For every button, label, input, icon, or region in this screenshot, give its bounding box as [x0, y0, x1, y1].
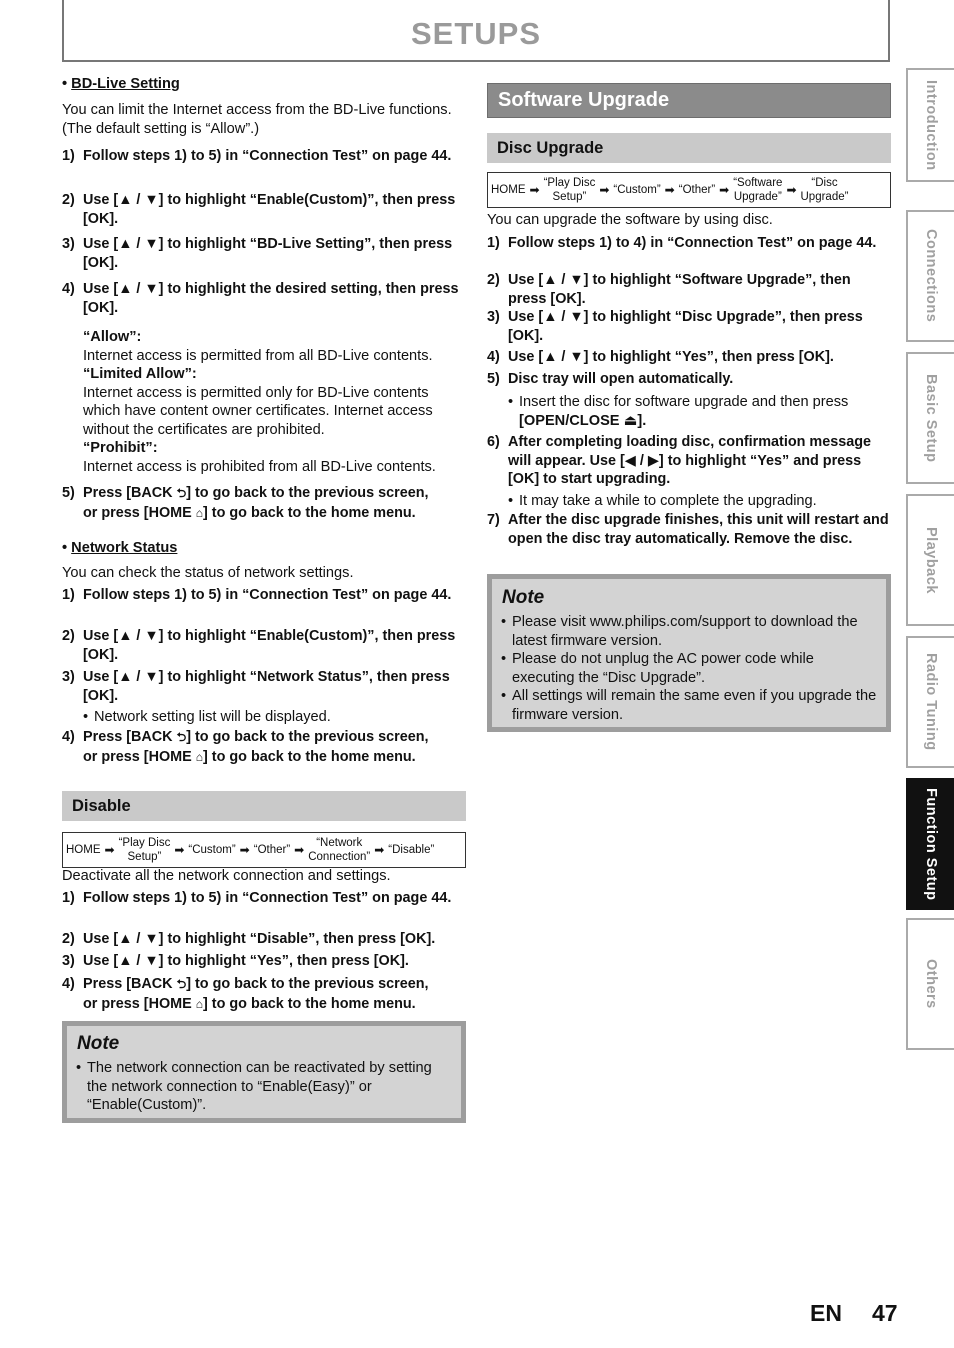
page-title-box: [62, 0, 890, 62]
arrow-icon: ➡: [374, 843, 385, 857]
back-icon: ⮌: [176, 486, 187, 500]
bdlive-intro: You can limit the Internet access from the BD-Live functions. (The default setting is “Allow”.): [62, 102, 452, 137]
note-title: Note: [502, 587, 545, 608]
tab-basic-setup[interactable]: Basic Setup: [906, 352, 954, 484]
arrow-icon: ➡: [239, 843, 250, 857]
page-title: SETUPS: [410, 16, 542, 51]
arrow-icon: ➡: [599, 183, 610, 197]
page-number: 47: [872, 1300, 898, 1326]
back-icon: ⮌: [176, 977, 187, 991]
language-label: EN: [810, 1300, 842, 1326]
tab-introduction[interactable]: Introduction: [906, 68, 954, 182]
disable-note: Note • The network connection can be reactivated by setting the network connection to “Enable(Easy)” or “Enable(Custom)”.: [62, 1021, 466, 1123]
option-allow-desc: Internet access is permitted from all BD-Live contents.: [83, 347, 433, 364]
disc-upgrade-menu-path: HOME ➡ “Play Disc Setup” ➡ “Custom” ➡ “Other” ➡ “Software Upgrade” ➡ “Disc Upgrade”: [487, 172, 891, 208]
bdlive-options: [83, 328, 468, 476]
arrow-icon: ➡: [174, 843, 185, 857]
arrow-icon: ➡: [294, 843, 305, 857]
home-icon: ⌂: [195, 506, 204, 520]
arrow-icon: ➡: [529, 183, 540, 197]
arrow-icon: ➡: [104, 843, 115, 857]
upgrade-note: Note • Please visit www.philips.com/support to download the latest firmware version. • Please do not unplug the AC power code while executing the “Disc Upgrade”. • All settings will remain the same even if you upgrade the firmware version.: [487, 574, 891, 732]
arrow-icon: ➡: [719, 183, 730, 197]
tab-connections[interactable]: Connections: [906, 210, 954, 342]
tab-radio-tuning[interactable]: Radio Tuning: [906, 636, 954, 768]
note-title: Note: [77, 1033, 120, 1054]
option-allow-label: “Allow”:: [83, 329, 142, 345]
option-prohibit-desc: Internet access is prohibited from all BD-Live contents.: [83, 458, 436, 475]
network-heading: • Network Status: [62, 540, 178, 556]
home-icon: ⌂: [195, 750, 204, 764]
disable-heading: Disable: [62, 791, 466, 821]
tab-playback[interactable]: Playback: [906, 494, 954, 626]
tab-others[interactable]: Others: [906, 918, 954, 1050]
disc-upgrade-heading: Disc Upgrade: [487, 133, 891, 163]
disable-intro: Deactivate all the network connection and settings.: [62, 868, 391, 884]
option-limited-desc: Internet access is permitted only for BD-Live contents which have content owner certificates. Internet access without the certificates are prohibited.: [83, 384, 433, 438]
arrow-icon: ➡: [664, 183, 675, 197]
bdlive-heading: • BD-Live Setting: [62, 76, 180, 92]
tab-function-setup[interactable]: Function Setup: [906, 778, 954, 910]
option-limited-label: “Limited Allow”:: [83, 366, 197, 382]
software-upgrade-heading: Software Upgrade: [487, 83, 891, 118]
disable-menu-path: HOME ➡ “Play Disc Setup” ➡ “Custom” ➡ “Other” ➡ “Network Connection” ➡ “Disable”: [62, 832, 466, 868]
back-icon: ⮌: [176, 730, 187, 744]
disc-upgrade-intro: You can upgrade the software by using disc.: [487, 212, 773, 228]
arrow-icon: ➡: [786, 183, 797, 197]
network-intro: You can check the status of network settings.: [62, 565, 354, 581]
option-prohibit-label: “Prohibit”:: [83, 440, 158, 456]
home-icon: ⌂: [195, 997, 204, 1011]
